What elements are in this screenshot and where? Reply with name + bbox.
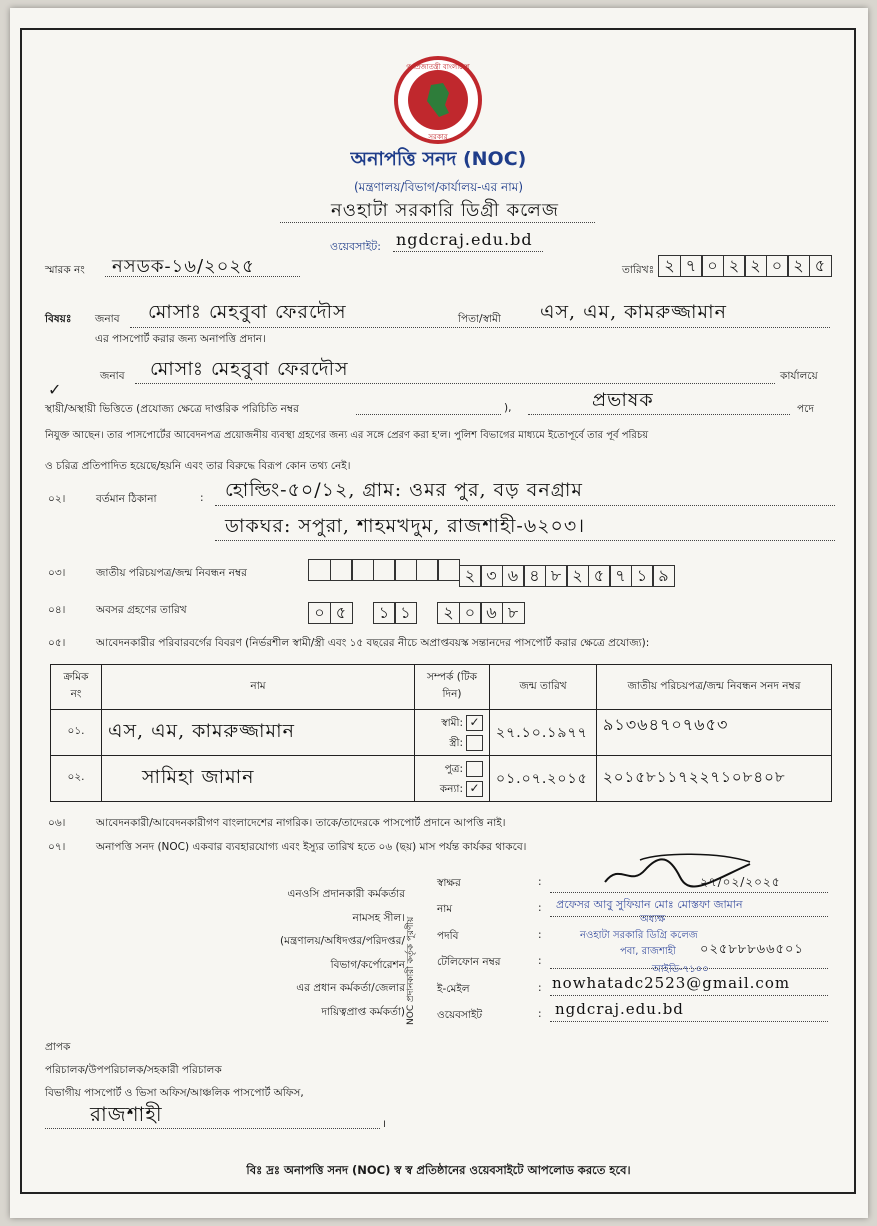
colon: : xyxy=(538,1008,542,1020)
signatory-left-text xyxy=(240,883,405,1024)
post-label: পদবি xyxy=(437,930,459,942)
document-subtitle: (মন্ত্রণালয়/বিভাগ/কার্যালয়-এর নাম) xyxy=(353,180,524,194)
col-dob: জন্ম তারিখ xyxy=(490,665,597,710)
web-value: ngdcraj.edu.bd xyxy=(555,1000,684,1018)
colon: : xyxy=(538,876,542,888)
signatory-line: দায়িত্বপ্রাপ্ত কর্মকর্তা) xyxy=(321,1005,405,1018)
retire-digit: ৫ xyxy=(330,602,353,624)
name-line xyxy=(550,916,828,917)
relation-label: পুত্র: xyxy=(444,762,463,775)
row-relation xyxy=(415,710,490,756)
nid-digit: ৮ xyxy=(545,565,568,587)
designation: প্রভাষক xyxy=(592,389,654,411)
relation-label: স্ত্রী: xyxy=(449,736,463,749)
row-serial: ০২. xyxy=(51,756,102,802)
recipient-line2: বিভাগীয় পাসপোর্ট ও ভিসা অফিস/আঞ্চলিক পাসপোর্ট অফিস, xyxy=(45,1087,304,1099)
signatory-line: বিভাগ/কর্পোরেশন xyxy=(330,958,405,971)
nid-digit: ৫ xyxy=(588,565,611,587)
designation-line xyxy=(528,414,790,415)
row-nid: ৯১৩৬৪৭০৭৬৫৩ xyxy=(597,710,832,756)
post-value2: পবা, রাজশাহী xyxy=(620,946,676,957)
retire-digit: ৬ xyxy=(480,602,503,624)
sign-date: ২৭/০২/২০২৫ xyxy=(700,875,781,889)
date-digit: ২ xyxy=(744,255,767,277)
footer-note: বিঃ দ্রঃ অনাপত্তি সনদ (NOC) স্ব স্ব প্রতিষ্ঠানের ওয়েবসাইটে আপলোড করতে হবে। xyxy=(246,1163,631,1177)
phone-label: টেলিফোন নম্বর xyxy=(437,956,501,968)
address-line1: হোল্ডিং-৫০/১২, গ্রাম: ওমর পুর, বড় বনগ্রাম xyxy=(225,479,583,501)
col-serial: ক্রমিক নং xyxy=(51,665,102,710)
signatory-line: নামসহ সীল। xyxy=(352,911,405,924)
relation-checkbox[interactable]: ✓ xyxy=(466,715,483,731)
colon: : xyxy=(538,982,542,994)
phone-value: ০২৫৮৮৮৬৬৫০১ xyxy=(700,942,804,957)
id-value: আইডি-৭১০০ xyxy=(652,964,709,975)
table-header-row xyxy=(51,665,832,710)
name-value: প্রফেসর আবু সুফিয়ান মোঃ মোস্তফা জামান xyxy=(556,898,743,911)
colon: : xyxy=(538,955,542,967)
website-value: ngdcraj.edu.bd xyxy=(396,230,533,249)
father-label: পিতা/স্বামী xyxy=(458,313,501,325)
date-digit: ২ xyxy=(787,255,810,277)
nid-digit xyxy=(351,559,374,581)
signatory-line: এর প্রধান কর্মকর্তা/জেলার xyxy=(296,982,405,994)
nid-digit: ২ xyxy=(459,565,482,587)
nid-digit xyxy=(373,559,396,581)
item-07-text: অনাপত্তি সনদ (NOC) একবার ব্যবহারযোগ্য এবং ইস্যুর তারিখ হতে ০৬ (ছয়) মাস পর্যন্ত কার্যকর থাকবে। xyxy=(96,841,527,853)
row-name: সামিহা জামান xyxy=(102,756,415,802)
nid-digit: ৬ xyxy=(502,565,525,587)
row-nid: ২০১৫৮১১৭২২৭১০৮৪০৮ xyxy=(597,756,832,802)
body-name-line xyxy=(135,383,775,384)
recipient-city: রাজশাহী xyxy=(90,1102,163,1126)
nid-digit: ২ xyxy=(566,565,589,587)
nid-digit: ৭ xyxy=(609,565,632,587)
retire-boxes xyxy=(308,596,523,624)
subject-line2: এর পাসপোর্ট করার জন্য অনাপত্তি প্রদান। xyxy=(95,333,266,345)
vertical-note: NOC প্রদানকারী কর্তৃক পূরণীয় xyxy=(406,916,416,1025)
address-line1-rule xyxy=(215,505,835,506)
basis-text: স্থায়ী/অস্থায়ী ভিত্তিতে (প্রযোজ্য ক্ষেত্রে দাপ্তরিক পরিচিতি নম্বর xyxy=(45,403,299,415)
col-nid: জাতীয় পরিচয়পত্র/জন্ম নিবন্ধন সনদ নম্বর xyxy=(597,665,832,710)
address-line2-rule xyxy=(215,540,835,541)
colon: : xyxy=(538,902,542,914)
retire-digit: ১ xyxy=(373,602,396,624)
row-relation xyxy=(415,756,490,802)
row-dob: ০১.০৭.২০১৫ xyxy=(490,756,597,802)
name-label: নাম xyxy=(437,903,453,915)
nid-digit: ৯ xyxy=(652,565,675,587)
recipient-line xyxy=(45,1128,380,1129)
address-line2: ডাকঘর: সপুরা, শাহমখদুম, রাজশাহী-৬২০৩। xyxy=(225,515,586,537)
father-name: এস, এম, কামরুজ্জামান xyxy=(540,301,727,323)
check-mark-icon: ✓ xyxy=(48,380,62,399)
date-digit: ০ xyxy=(701,255,724,277)
date-digit: ০ xyxy=(766,255,789,277)
name-sub: অধ্যক্ষ xyxy=(640,914,666,925)
email-value: nowhatadc2523@gmail.com xyxy=(552,974,791,992)
date-digit: ২ xyxy=(723,255,746,277)
nid-digit xyxy=(330,559,353,581)
nid-label: জাতীয় পরিচয়পত্র/জন্ম নিবন্ধন নম্বর xyxy=(96,567,247,579)
row-dob: ২৭.১০.১৯৭৭ xyxy=(490,710,597,756)
retire-label: অবসর গ্রহণের তারিখ xyxy=(96,604,187,616)
nid-digit xyxy=(308,559,331,581)
item-06-text: আবেদনকারী/আবেদনকারীগণ বাংলাদেশের নাগরিক। তাকে/তাদেরকে পাসপোর্ট প্রদানে আপত্তি নাই। xyxy=(96,817,506,829)
website-line xyxy=(393,251,543,252)
retire-digit: ৮ xyxy=(502,602,525,624)
relation-checkbox[interactable]: ✓ xyxy=(466,781,483,797)
family-label: আবেদনকারীর পরিবারবর্গের বিবরণ (নির্ভরশীল স্বামী/স্ত্রী এবং ১৫ বছরের নীচে অপ্রাপ্তবয়স্ক সন্তানদের পাসপোর্ট করার ক্ষেত্রে প্রযোজ্য): xyxy=(96,637,650,649)
item-number: ০২। xyxy=(48,493,66,505)
nid-digit xyxy=(437,559,460,581)
table-row xyxy=(51,710,832,756)
office-name: নওহাটা সরকারি ডিগ্রী কলেজ xyxy=(331,200,559,221)
sign-label: স্বাক্ষর xyxy=(437,877,461,889)
address-colon: : xyxy=(200,492,204,504)
relation-checkbox[interactable] xyxy=(466,761,483,777)
office-suffix: কার্যালয়ে xyxy=(780,370,818,382)
item-number: ০৫। xyxy=(48,637,66,649)
web-label: ওয়েবসাইট xyxy=(437,1009,483,1021)
item-number: ০৩। xyxy=(48,567,66,579)
colon: : xyxy=(538,929,542,941)
phone-line xyxy=(550,968,828,969)
subject-mr: জনাব xyxy=(95,313,120,325)
date-digit: ২ xyxy=(658,255,681,277)
svg-text:সরকার: সরকার xyxy=(428,133,448,141)
signatory-line: (মন্ত্রণালয়/অধিদপ্তর/পরিদপ্তর/ xyxy=(280,935,405,947)
memo-label: স্মারক নং xyxy=(45,264,85,276)
col-relation: সম্পর্ক (টিক দিন) xyxy=(415,665,490,710)
family-table xyxy=(50,664,832,802)
nid-boxes xyxy=(308,559,674,587)
basis-end: ), xyxy=(504,402,512,414)
subject-line xyxy=(130,327,830,328)
recipient-end: । xyxy=(382,1118,386,1130)
date-label: তারিখঃ xyxy=(622,264,655,276)
email-line xyxy=(550,995,828,996)
row-name: এস, এম, কামরুজ্জামান xyxy=(102,710,415,756)
government-seal-icon xyxy=(393,55,483,145)
office-name-line xyxy=(280,222,595,223)
sign-line xyxy=(550,892,828,893)
item-number: ০৭। xyxy=(48,841,66,853)
relation-label: স্বামী: xyxy=(441,716,463,729)
body-line4: ও চরিত্র প্রতিপাদিত হয়েছে/হয়নি এবং তার বিরুদ্ধে বিরূপ কোন তথ্য নেই। xyxy=(45,460,351,472)
signatory-line: এনওসি প্রদানকারী কর্মকর্তার xyxy=(287,888,405,900)
basis-line xyxy=(356,414,501,415)
memo-value: নসডক-১৬/২০২৫ xyxy=(112,256,255,277)
item-number: ০৪। xyxy=(48,604,66,616)
date-boxes xyxy=(658,255,830,277)
relation-label: কন্যা: xyxy=(439,782,463,795)
item-number: ০৬। xyxy=(48,817,66,829)
body-line3: নিযুক্ত আছেন। তার পাসপোর্টের আবেদনপত্র প্রয়োজনীয় ব্যবস্থা গ্রহণের জন্য এর সঙ্গে প্রেরণ করা হ'ল। পুলিশ বিভাগের মাধ্যমে ইতোপূর্বে তার পূর্ব পরিচয় xyxy=(45,430,649,441)
website-label: ওয়েবসাইট: xyxy=(330,240,381,253)
recipient-line1: পরিচালক/উপপরিচালক/সহকারী পরিচালক xyxy=(45,1064,222,1076)
web-line xyxy=(550,1021,828,1022)
post-suffix: পদে xyxy=(797,403,814,415)
retire-digit: ২ xyxy=(437,602,460,624)
post-value: নওহাটা সরকারি ডিগ্রি কলেজ xyxy=(580,930,698,941)
table-row xyxy=(51,756,832,802)
date-digit: ৭ xyxy=(680,255,703,277)
retire-digit xyxy=(351,596,374,618)
retire-digit: ০ xyxy=(459,602,482,624)
body-name: মোসাঃ মেহবুবা ফেরদৌস xyxy=(150,358,349,380)
address-label: বর্তমান ঠিকানা xyxy=(96,493,157,505)
email-label: ই-মেইল xyxy=(437,983,470,995)
retire-digit: ০ xyxy=(308,602,331,624)
col-name: নাম xyxy=(102,665,415,710)
nid-digit: ১ xyxy=(631,565,654,587)
nid-digit: ৪ xyxy=(523,565,546,587)
retire-digit: ১ xyxy=(394,602,417,624)
row-serial: ০১. xyxy=(51,710,102,756)
nid-digit xyxy=(416,559,439,581)
relation-checkbox[interactable] xyxy=(466,735,483,751)
date-digit: ৫ xyxy=(809,255,832,277)
nid-digit: ৩ xyxy=(480,565,503,587)
memo-line xyxy=(105,276,300,277)
svg-text:গণপ্রজাতন্ত্রী বাংলাদেশ: গণপ্রজাতন্ত্রী বাংলাদেশ xyxy=(406,63,470,71)
recipient-label: প্রাপক xyxy=(45,1041,71,1053)
retire-digit xyxy=(416,596,439,618)
subject-name: মোসাঃ মেহবুবা ফেরদৌস xyxy=(148,301,347,323)
nid-digit xyxy=(394,559,417,581)
subject-label: বিষয়ঃ xyxy=(45,313,72,325)
document-title: অনাপত্তি সনদ (NOC) xyxy=(350,148,527,170)
body-mr: জনাব xyxy=(100,370,125,382)
